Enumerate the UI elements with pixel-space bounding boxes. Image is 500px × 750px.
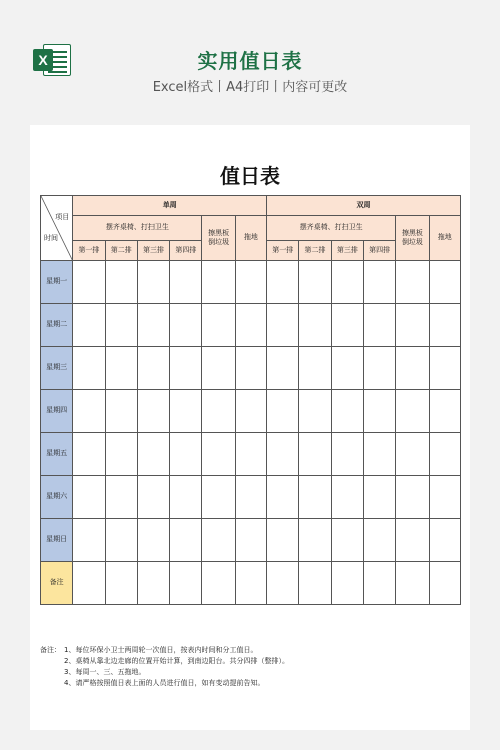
table-row <box>41 347 461 390</box>
day-label: 星期四 <box>41 390 73 433</box>
table-row <box>41 433 461 476</box>
table-row <box>41 304 461 347</box>
duty-cell[interactable] <box>73 261 105 304</box>
day-label: 星期二 <box>41 304 73 347</box>
duty-cell[interactable] <box>331 476 363 519</box>
duty-cell[interactable] <box>363 347 395 390</box>
duty-cell[interactable] <box>202 433 235 476</box>
subheader-arrange: 摆齐桌椅、打扫卫生 <box>73 216 202 241</box>
row-label: 第一排 <box>267 241 299 261</box>
duty-cell[interactable] <box>429 304 460 347</box>
duty-cell[interactable] <box>137 476 169 519</box>
duty-cell[interactable] <box>429 347 460 390</box>
duty-cell[interactable] <box>299 433 331 476</box>
duty-cell[interactable] <box>235 304 266 347</box>
duty-cell[interactable] <box>170 304 202 347</box>
duty-cell[interactable] <box>429 476 460 519</box>
day-label: 星期三 <box>41 347 73 390</box>
page-subtitle: Excel格式丨A4打印丨内容可更改 <box>152 80 348 95</box>
duty-cell[interactable] <box>202 261 235 304</box>
duty-cell[interactable] <box>73 519 105 562</box>
duty-cell[interactable] <box>267 476 299 519</box>
duty-cell[interactable] <box>396 261 429 304</box>
duty-cell[interactable] <box>170 519 202 562</box>
note-text: 4、请严格按照值日表上面的人员进行值日，如有变动提前告知。 <box>64 679 265 687</box>
diagonal-line <box>41 196 72 260</box>
duty-cell[interactable] <box>170 390 202 433</box>
note-item <box>40 678 460 689</box>
duty-cell[interactable] <box>235 562 266 605</box>
group-header-single-week: 单周 <box>73 196 267 216</box>
duty-cell[interactable] <box>105 304 137 347</box>
duty-cell[interactable] <box>363 476 395 519</box>
group-header-double-week: 双周 <box>267 196 461 216</box>
note-text: 2、桌椅从靠北边走廊的位置开始计算，到南边阳台。共分四排（整排）。 <box>64 657 289 665</box>
duty-cell[interactable] <box>137 519 169 562</box>
note-text: 1、每位环保小卫士两周轮一次值日，按表内时间和分工值日。 <box>64 646 258 654</box>
duty-cell[interactable] <box>267 347 299 390</box>
subheader-arrange: 摆齐桌椅、打扫卫生 <box>267 216 396 241</box>
duty-cell[interactable] <box>396 304 429 347</box>
duty-cell[interactable] <box>299 347 331 390</box>
duty-cell[interactable] <box>363 304 395 347</box>
duty-cell[interactable] <box>73 562 105 605</box>
duty-cell[interactable] <box>267 304 299 347</box>
subheader-blackboard: 擦黑板 倒垃圾 <box>396 216 429 261</box>
remark-label: 备注 <box>41 562 73 605</box>
table-row <box>41 476 461 519</box>
duty-cell[interactable] <box>396 562 429 605</box>
duty-cell[interactable] <box>137 433 169 476</box>
duty-cell[interactable] <box>331 261 363 304</box>
table-row <box>41 390 461 433</box>
row-label: 第三排 <box>331 241 363 261</box>
notes-section <box>40 645 460 689</box>
duty-cell[interactable] <box>299 304 331 347</box>
duty-cell[interactable] <box>202 562 235 605</box>
duty-cell[interactable] <box>331 519 363 562</box>
row-label: 第三排 <box>137 241 169 261</box>
notes-label: 备注： <box>40 646 61 654</box>
duty-cell[interactable] <box>137 347 169 390</box>
duty-cell[interactable] <box>137 562 169 605</box>
duty-cell[interactable] <box>267 261 299 304</box>
note-item <box>40 656 460 667</box>
duty-cell[interactable] <box>73 390 105 433</box>
corner-header-cell <box>41 196 73 261</box>
row-label: 第四排 <box>170 241 202 261</box>
duty-cell[interactable] <box>170 261 202 304</box>
duty-cell[interactable] <box>331 433 363 476</box>
duty-table <box>40 195 461 605</box>
duty-cell[interactable] <box>202 519 235 562</box>
duty-cell[interactable] <box>170 347 202 390</box>
subheader-mop: 拖地 <box>235 216 266 261</box>
duty-cell[interactable] <box>235 476 266 519</box>
duty-cell[interactable] <box>299 519 331 562</box>
duty-cell[interactable] <box>105 347 137 390</box>
duty-cell[interactable] <box>429 562 460 605</box>
duty-cell[interactable] <box>235 390 266 433</box>
table-row <box>41 562 461 605</box>
subheader-mop: 拖地 <box>429 216 460 261</box>
duty-cell[interactable] <box>105 519 137 562</box>
row-label: 第四排 <box>363 241 395 261</box>
duty-cell[interactable] <box>170 476 202 519</box>
duty-cell[interactable] <box>331 562 363 605</box>
header <box>0 0 500 110</box>
duty-cell[interactable] <box>429 519 460 562</box>
corner-item-label: 项目 <box>55 213 70 221</box>
note-text: 3、每周一、三、五拖地。 <box>64 668 146 676</box>
duty-cell[interactable] <box>396 390 429 433</box>
note-item <box>40 645 460 656</box>
duty-cell[interactable] <box>429 433 460 476</box>
duty-cell[interactable] <box>267 562 299 605</box>
duty-cell[interactable] <box>396 433 429 476</box>
corner-time-label: 时间 <box>44 233 58 242</box>
row-label: 第一排 <box>73 241 105 261</box>
duty-cell[interactable] <box>267 519 299 562</box>
day-label: 星期六 <box>41 476 73 519</box>
duty-cell[interactable] <box>429 261 460 304</box>
row-label: 第二排 <box>299 241 331 261</box>
duty-cell[interactable] <box>429 390 460 433</box>
duty-cell[interactable] <box>363 562 395 605</box>
duty-cell[interactable] <box>235 433 266 476</box>
duty-cell[interactable] <box>331 347 363 390</box>
duty-cell[interactable] <box>137 304 169 347</box>
duty-cell[interactable] <box>396 476 429 519</box>
duty-cell[interactable] <box>202 304 235 347</box>
duty-cell[interactable] <box>170 562 202 605</box>
duty-cell[interactable] <box>73 476 105 519</box>
document-title: 值日表 <box>220 164 280 188</box>
excel-badge: X <box>33 49 53 71</box>
day-label: 星期五 <box>41 433 73 476</box>
duty-cell[interactable] <box>235 519 266 562</box>
duty-cell[interactable] <box>105 261 137 304</box>
duty-cell[interactable] <box>137 261 169 304</box>
page-title: 实用值日表 <box>197 49 303 73</box>
note-item <box>40 667 460 678</box>
duty-cell[interactable] <box>396 347 429 390</box>
table-row <box>41 261 461 304</box>
duty-cell[interactable] <box>299 476 331 519</box>
document-page <box>30 125 470 730</box>
duty-cell[interactable] <box>363 433 395 476</box>
duty-cell[interactable] <box>105 390 137 433</box>
duty-cell[interactable] <box>363 519 395 562</box>
subheader-blackboard: 擦黑板 倒垃圾 <box>202 216 235 261</box>
table-row <box>41 519 461 562</box>
duty-cell[interactable] <box>137 390 169 433</box>
duty-cell[interactable] <box>331 304 363 347</box>
duty-cell[interactable] <box>73 304 105 347</box>
duty-cell[interactable] <box>202 347 235 390</box>
duty-cell[interactable] <box>267 433 299 476</box>
day-label: 星期一 <box>41 261 73 304</box>
duty-cell[interactable] <box>105 562 137 605</box>
duty-cell[interactable] <box>73 347 105 390</box>
duty-cell[interactable] <box>299 261 331 304</box>
duty-cell[interactable] <box>331 390 363 433</box>
duty-cell[interactable] <box>299 390 331 433</box>
duty-cell[interactable] <box>202 476 235 519</box>
row-label: 第二排 <box>105 241 137 261</box>
duty-cell[interactable] <box>73 433 105 476</box>
duty-cell[interactable] <box>363 261 395 304</box>
duty-cell[interactable] <box>105 476 137 519</box>
duty-cell[interactable] <box>299 562 331 605</box>
duty-cell[interactable] <box>396 519 429 562</box>
duty-cell[interactable] <box>235 347 266 390</box>
day-rows <box>41 261 461 605</box>
duty-cell[interactable] <box>202 390 235 433</box>
day-label: 星期日 <box>41 519 73 562</box>
duty-cell[interactable] <box>363 390 395 433</box>
duty-cell[interactable] <box>170 433 202 476</box>
duty-cell[interactable] <box>267 390 299 433</box>
duty-cell[interactable] <box>105 433 137 476</box>
duty-cell[interactable] <box>235 261 266 304</box>
